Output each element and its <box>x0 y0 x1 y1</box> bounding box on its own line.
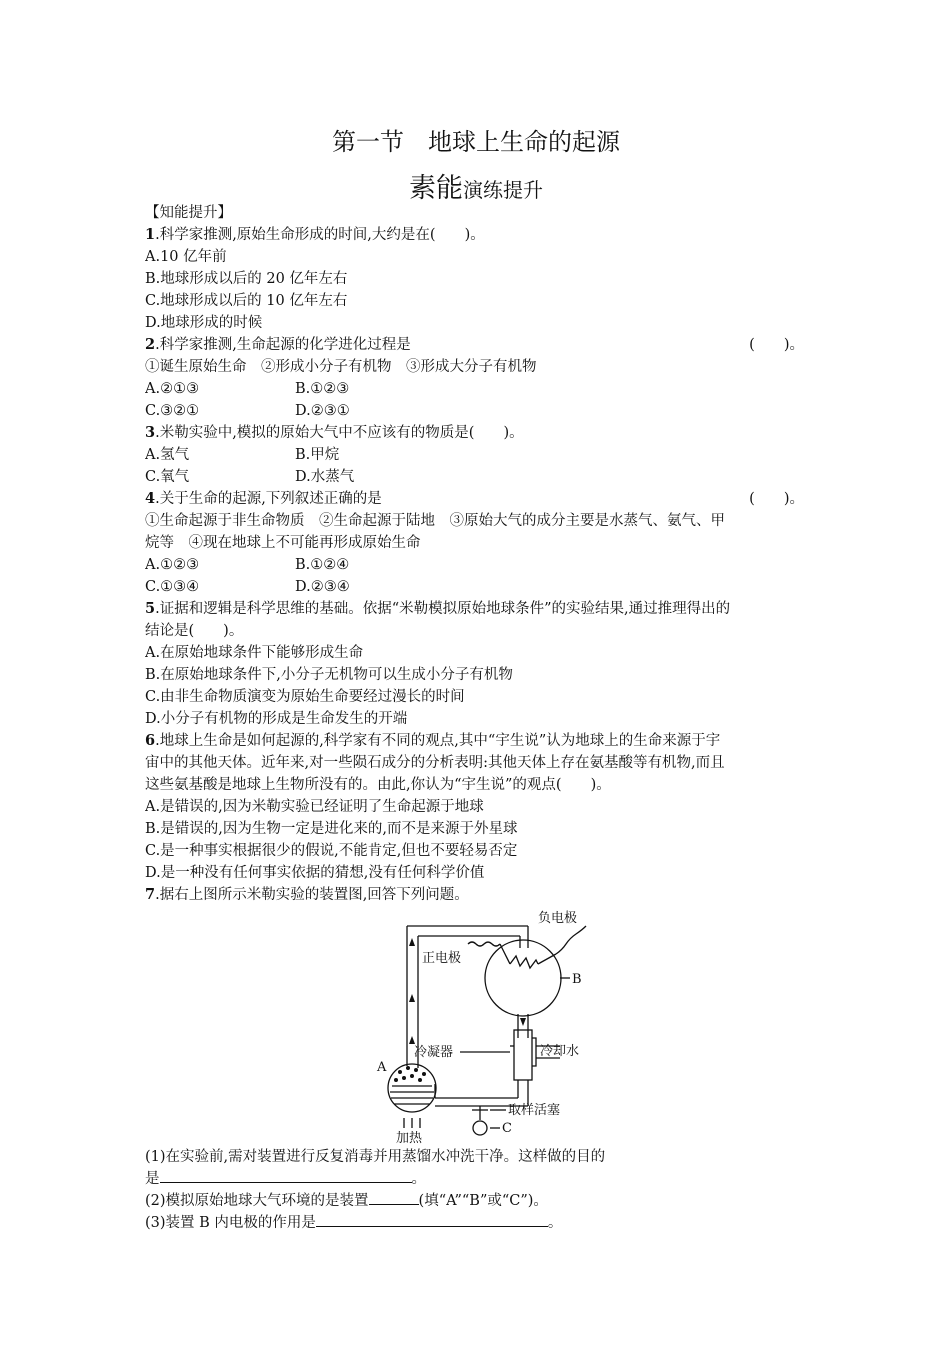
question-6: 6.地球上生命是如何起源的,科学家有不同的观点,其中“宇生说”认为地球上的生命来源于宇 <box>145 732 721 749</box>
question-4: 4.关于生命的起源,下列叙述正确的是 ( )。 <box>145 490 804 507</box>
q3-options-ab: A.氢气 B.甲烷 <box>145 447 340 463</box>
q7-sub2: (2)模拟原始地球大气环境的是装置 (填“A”“B”或“C”)。 <box>145 1190 810 1212</box>
question-1: 1.科学家推测,原始生命形成的时间,大约是在( )。 <box>145 226 485 243</box>
label-a: A <box>377 1060 387 1075</box>
label-heating: 加热 <box>396 1131 423 1146</box>
subtitle-big: 素能 <box>409 173 463 204</box>
question-2: 2.科学家推测,生命起源的化学进化过程是 ( )。 <box>145 336 804 353</box>
subtitle-small: 演练提升 <box>463 178 543 202</box>
q6-option-a: A.是错误的,因为米勒实验已经证明了生命起源于地球 <box>145 799 484 815</box>
q7-sub1-line1: (1)在实验前,需对装置进行反复消毒并用蒸馏水冲洗干净。这样做的目的 <box>145 1149 606 1165</box>
question-6-cont1: 宙中的其他天体。近年来,对一些陨石成分的分析表明:其他天体上存在氨基酸等有机物,而且 <box>145 755 725 771</box>
q6-option-b: B.是错误的,因为生物一定是进化来的,而不是来源于外星球 <box>145 821 518 837</box>
page-title: 第一节 地球上生命的起源 <box>332 128 620 156</box>
q3-options-cd: C.氧气 D.水蒸气 <box>145 469 355 485</box>
q1-option-c: C.地球形成以后的 10 亿年左右 <box>145 293 348 309</box>
q4-items-line1: ①生命起源于非生命物质 ②生命起源于陆地 ③原始大气的成分主要是水蒸气、氨气、甲 <box>145 513 725 529</box>
label-sampling-valve: 取样活塞 <box>508 1103 561 1118</box>
q5-option-d: D.小分子有机物的形成是生命发生的开端 <box>145 711 408 727</box>
question-body <box>145 202 810 1234</box>
q6-option-d: D.是一种没有任何事实依据的猜想,没有任何科学价值 <box>145 865 485 881</box>
q2-options-cd: C.③②① D.②③① <box>145 403 350 419</box>
q7-sub1-line2: 是 。 <box>145 1168 810 1190</box>
question-7: 7.据右上图所示米勒实验的装置图,回答下列问题。 <box>145 886 469 903</box>
q1-option-d: D.地球形成的时候 <box>145 315 263 331</box>
q4-options-cd: C.①③④ D.②③④ <box>145 579 350 595</box>
question-5-cont: 结论是( )。 <box>145 623 244 639</box>
q1-option-a: A.10 亿年前 <box>145 249 227 265</box>
q6-option-c: C.是一种事实根据很少的假说,不能肯定,但也不要轻易否定 <box>145 843 518 859</box>
question-6-cont2: 这些氨基酸是地球上生物所没有的。由此,你认为“宇生说”的观点( )。 <box>145 777 611 793</box>
miller-apparatus-diagram <box>145 906 810 1146</box>
q5-option-a: A.在原始地球条件下能够形成生命 <box>145 645 364 661</box>
question-5: 5.证据和逻辑是科学思维的基础。依据“米勒模拟原始地球条件”的实验结果,通过推理得出的 <box>145 600 731 617</box>
miller-apparatus-svg <box>360 906 600 1146</box>
q4-options-ab: A.①②③ B.①②④ <box>145 557 350 573</box>
answer-blank-3[interactable] <box>316 1212 548 1227</box>
q2-options-ab: A.②①③ B.①②③ <box>145 381 350 397</box>
q1-option-b: B.地球形成以后的 20 亿年左右 <box>145 271 348 287</box>
question-3: 3.米勒实验中,模拟的原始大气中不应该有的物质是( )。 <box>145 424 524 441</box>
label-b: B <box>572 972 582 987</box>
label-negative-electrode: 负电极 <box>538 911 578 926</box>
q4-items-line2: 烷等 ④现在地球上不可能再形成原始生命 <box>145 535 421 551</box>
label-condenser: 冷凝器 <box>414 1045 454 1060</box>
label-c: C <box>502 1121 512 1136</box>
label-positive-electrode: 正电极 <box>422 951 462 966</box>
answer-blank-2[interactable] <box>369 1190 419 1205</box>
q5-option-c: C.由非生命物质演变为原始生命要经过漫长的时间 <box>145 689 465 705</box>
q2-items: ①诞生原始生命 ②形成小分子有机物 ③形成大分子有机物 <box>145 359 537 375</box>
section-heading: 【知能提升】 <box>145 205 232 221</box>
q7-sub3: (3)装置 B 内电极的作用是 。 <box>145 1212 810 1234</box>
page-subtitle <box>0 166 952 205</box>
answer-blank-1[interactable] <box>160 1168 412 1183</box>
q5-option-b: B.在原始地球条件下,小分子无机物可以生成小分子有机物 <box>145 667 513 683</box>
label-cooling-water: 冷却水 <box>540 1044 580 1059</box>
